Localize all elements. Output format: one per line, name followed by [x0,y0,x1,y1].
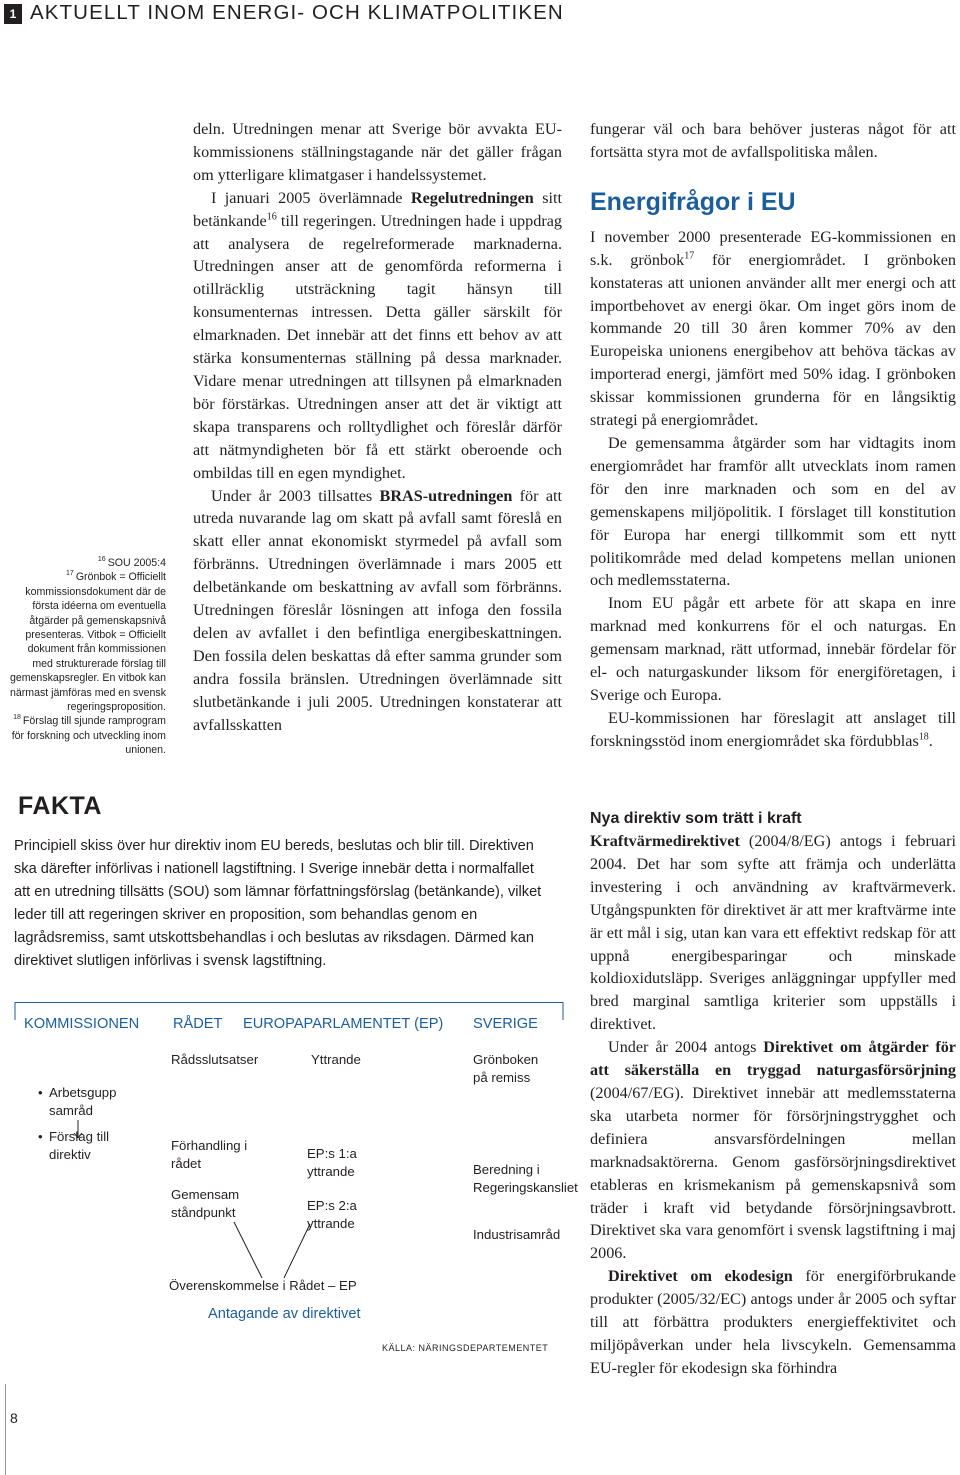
footnote-ref: 16 [266,211,277,223]
footnote-ref: 18 [918,731,929,743]
kommissionen-forslag: Förslag till direktiv [49,1129,110,1162]
section-heading: Nya direktiv som trätt i kraft [590,810,802,827]
text-run: I november 2000 presenterade EG-kommissionen en s.k. grönbok [590,227,956,269]
radet-forhandling: Förhandling i rådet [171,1138,248,1171]
paragraph [590,1036,956,1265]
footnotes [6,556,166,758]
radet-gemensam-standpunkt: Gemensam ståndpunkt [171,1187,240,1220]
footnote-text: SOU 2005:4 [107,557,166,569]
chapter-badge: 1 [4,4,22,24]
body-column-right-lower [590,808,956,1380]
text-run: till regeringen. Utredningen hade i uppdrag att analysera de regelreformerade marknaderna. Utredningen anser att de genomförda reformerna i otillräcklig utsträckning tagit hänsyn till konsumenternas intressen. Detta gäller särskilt för elmarknaden. Det innebär att det finns ett behov av att stärka konsumenternas ställning på dessa marknader. Vidare menar utredningen att tillsynen på elmarknaden bör förstärkas. Utredningen anser att det är viktigt att skapa transparens och rolltydlighet och föreslår därför att nätmyndigheten bör få ett stärkt oberoende och ombildas till en egen myndighet. [193,211,562,482]
paragraph [590,830,956,1036]
text-run: . [928,731,933,750]
section-heading: Energifrågor i EU [590,187,796,216]
text-run: (2004/67/EG). Direktivet innebär att medlemsstaterna ska utarbeta normer för försörjningstrygghet och definiera ansvarsfördelningen mellan marknadsaktörerna. Genom gasförsörjningsdirektivet etableras en krismekanism på gemenskapsnivå som träder i kraft vid betydande försörjningsavbrott. Direktivet ska vara genomfört i svensk lagstiftning i maj 2006. [590,1083,956,1263]
text-run: (2004/8/EG) antogs i februari 2004. Det har som syfte att främja och underlätta investering i och användning av kraftvärmeverk. Utgångspunkten för direktivet är att mer kraftvärme inte är ett mål i sig, utan kan vara ett effektivt redskap för att uppnå energibesparingar och minskade koldioxidutsläpp. Sveriges anläggningar uppfyller med bred marginal samtliga kriterier som uppställs i direktivet. [590,832,956,1034]
source-credit: KÄLLA: NÄRINGSDEPARTEMENTET [382,1343,549,1353]
body-column-right [590,118,956,753]
overenskommelse-label: Överenskommelse i Rådet – EP [169,1278,357,1293]
paragraph [590,1265,956,1380]
text-run: för energiområdet. I grönboken konstateras att unionen använder allt mer energi och att importbehovet av energi ökar. Om inget görs inom de kommande 20 till 30 åren kommer 70% av den Europeiska unionens energibehov att behöva täckas av importerad energi, jämfört med 50% idag. I grönboken skissar kommissionen grunderna för en långsiktig strategi på energiområdet. [590,250,956,430]
sverige-industrisamrad: Industrisamråd [473,1227,561,1242]
text-run: I januari 2005 överlämnade [211,188,411,207]
header-europaparlamentet: EUROPAPARLAMENTET (EP) [243,1016,444,1032]
converge-line [284,1224,310,1278]
bullet-icon: • [38,1129,43,1144]
paragraph [590,226,956,432]
footnote-17 [6,570,166,714]
margin-rule [5,1384,6,1475]
term-kraftvarmedirektivet: Kraftvärmedirektivet [590,832,740,850]
sverige-beredning: Beredning i Regeringskansliet [473,1162,578,1195]
text-run: Under år 2004 antogs [608,1038,764,1057]
ep-2a-yttrande: EP:s 2:a yttrande [307,1198,357,1231]
term-regelutredningen: Regelutredningen [410,188,534,207]
footnote-number: 16 [97,556,106,563]
ep-1a-yttrande: EP:s 1:a yttrande [307,1146,357,1179]
antagande-label: Antagande av direktivet [208,1306,361,1322]
eu-directive-process-diagram [14,1002,578,1353]
paragraph [590,707,956,753]
ep-yttrande: Yttrande [311,1052,361,1067]
radet-radsslutsatser: Rådsslutsatser [171,1052,259,1067]
sverige-gronboken: Grönboken på remiss [473,1052,539,1085]
paragraph: De gemensamma åtgärder som har vidtagits inom energiområdet har framför allt utvecklats inom ramen för den inre marknaden och som en del av gemenskapens miljöpolitik. I förslaget till konstitution för Europa har energi tillkommit som ett nytt politikområde med delad kompetens mellan unionen och medlemsstaterna. [590,433,956,590]
paragraph [193,187,562,485]
body-column-middle [193,118,562,736]
footnote-18 [6,714,166,757]
text-run: för energiförbrukande produkter (2005/32/EC) antogs under år 2005 och syftar till att förbättra produkters energieffektivitet och miljöpåverkan under hela livscykeln. Gemensamma EU-regler för ekodesign ska förhindra [590,1267,956,1377]
footnote-16 [6,556,166,570]
term-naturgasdirektivet: Direktivet om åtgärder för att säkerställa en tryggad naturgasförsörjning [590,1038,956,1080]
paragraph [193,485,562,737]
kommissionen-arbetsgrupp: Arbetsgupp samråd [49,1085,117,1118]
paragraph: Inom EU pågår ett arbete för att skapa en inre marknad med konkurrens för el och naturgas. En gemensam marknad, rätt utformad, innebär fördelar för el- och naturgaskunder liksom för energiföretagen, i Sverige och Europa. [590,594,956,704]
footnote-text: Förslag till sjunde ramprogram för forskning och utveckling inom unionen. [11,715,166,757]
fakta-intro: Principiell skiss över hur direktiv inom EU bereds, beslutas och blir till. Direktiven ska därefter införlivas i nationell lagstiftning. I Sverige innebär detta i normalfallet att en utredning tillsätts (SOU) som lämnar författningsförslag (betänkande), vilket leder till att regeringen skriver en proposition, som behandlas genom en lagrådsremiss, samt utskottsbehandlas i och beslutas av riksdagen. Därmed kan direktivet slutligen införlivas i svensk lagstiftning. [14,838,542,970]
footnote-number: 17 [66,570,74,578]
paragraph: fungerar väl och bara behöver justeras något för att fortsätta styra mot de avfallspolitiska målen. [590,120,956,161]
footnote-text: Grönbok = Officiellt kommissionsdokument där de första idéerna om eventuella åtgärder på gemenskapsnivå presenteras. Vitbok = Officiellt dokument från kommissionen med strukturerade förslag till gemenskapsregler. En vitbok kan närmast jämföras med en svensk regeringsproposition. [9,571,166,714]
header-kommissionen: KOMMISSIONEN [24,1016,140,1032]
footnote-number: 18 [13,714,21,722]
header-radet: RÅDET [173,1016,223,1032]
header-sverige: SVERIGE [473,1016,538,1032]
paragraph: deln. Utredningen menar att Sverige bör avvakta EU-kommissionens ställningstagande när det gäller frågan om ytterligare klimatgaser i handelssystemet. [193,120,562,184]
text-run: Under år 2003 tillsattes [211,486,380,505]
term-bras-utredningen: BRAS-utredningen [379,486,513,505]
fakta-label: FAKTA [18,792,102,820]
page-header-title: AKTUELLT INOM ENERGI- OCH KLIMATPOLITIKEN [30,1,564,24]
text-run: EU-kommissionen har föreslagit att anslaget till forskningsstöd inom energiområdet ska fördubblas [590,708,956,750]
page-number: 8 [10,1410,18,1426]
bullet-icon: • [38,1085,43,1100]
converge-line [234,1222,262,1278]
footnote-ref: 17 [684,250,695,262]
term-ekodesign: Direktivet om ekodesign [608,1267,793,1286]
text-run: sitt betänkande [193,188,562,230]
text-run: för att utreda nuvarande lag om skatt på avfall samt föreslå en skatt eller annat ekonomiskt styrmedel på avfall som förbränns. Utredningen överlämnade i mars 2005 ett delbetänkande om beskattning av avfall som förbränns. Utredningen föreslår lösningen att infoga den fossila delen av avfallet i den befintliga energibeskattningen. Den fossila delen beskattas då efter samma grunder som andra fossila bränslen. Utredningen överlämnade sitt slutbetänkande i juli 2005. Utredningen konstaterar att avfallsskatten [193,486,562,734]
